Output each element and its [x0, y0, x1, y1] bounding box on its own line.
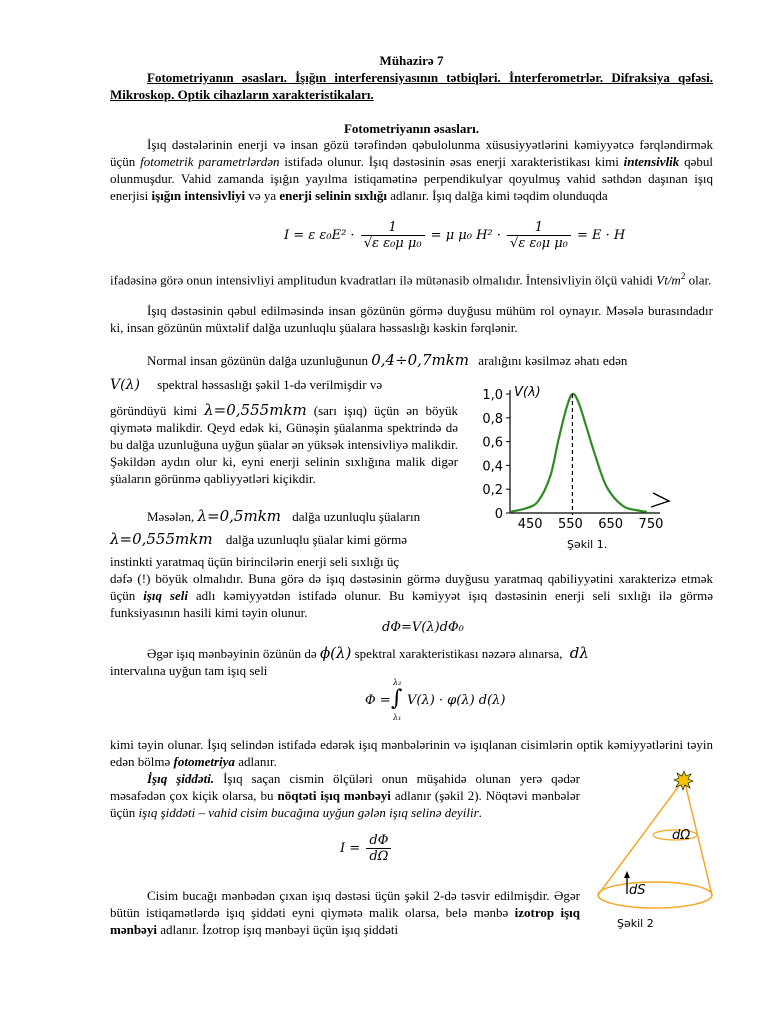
paragraph-4-body: [110, 402, 458, 487]
text: olar.: [685, 272, 712, 288]
text: (sarı işıq) üçün ən: [313, 403, 419, 418]
text: dalğa uzunluqlu şüaların: [292, 509, 421, 524]
denominator: dΩ: [369, 849, 389, 864]
inline-math: V(λ): [110, 377, 140, 393]
bold-term: izotrop işıq mənbəyi: [110, 905, 580, 937]
inline-math: dλ: [569, 644, 589, 662]
text: aralığını kəsilməz əhatı edən: [478, 353, 628, 368]
text: böyük qiymətə malikdir. Qeyd edək ki, Günəşin şüalanma spektrində də bu dalğa uzunluğuna uyğun şüalar ən yüksək intensivliyə malikdir. Şəkildən aydın olur ki, eyni enerji selinin sıxlığına malik digər şüaların görünmə qabliyyətləri kiçikdir.: [110, 403, 458, 486]
lecture-subtitle: [110, 69, 713, 103]
chart-y-tick-label: 1,0: [482, 388, 503, 403]
text: spektral xarakteristikası nəzərə alınarsa,: [354, 646, 563, 661]
text: Normal insan gözünün dalğa uzunluğunun: [147, 353, 368, 368]
eq-rhs: = E · H: [577, 228, 626, 243]
paragraph-5-line-3: instinkti yaratmaq üçün birincilərin enerji seli sıxlığı üç: [110, 554, 400, 569]
text: İşıq dəstələrinin enerji və insan gözü tərəfindən qəbulolunma xüsusiyyətlərini kəmiyyətcə fərqləndirmək üçün: [110, 137, 713, 169]
integral-upper: λ₂: [393, 678, 402, 687]
eq-mid: = μ μ₀ H² ·: [430, 228, 501, 243]
normal-arrowhead: [624, 871, 630, 878]
text: adlı kəmiyyətdən istifadə olunur. Bu kəmiyyət işıq dəstəsinin enerji seli sıxlığı ilə görmə funksiyasının hasili kimi təyin olunur.: [110, 588, 713, 620]
chart-y-tick-label: 0,4: [482, 459, 503, 475]
chart-x-tick-label: 550: [558, 517, 583, 532]
text: adlanır. İzotrop işıq mənbəyi üçün işıq şiddəti: [156, 922, 399, 937]
chart-y-tick-label: 0,2: [482, 483, 503, 499]
bold-italic-term: işıq seli: [143, 588, 188, 603]
text: adlanır. İşıq dalğa kimi təqdim olunduqda: [387, 188, 608, 203]
eq-fraction-1: [361, 220, 425, 251]
superscript: 2: [680, 271, 686, 281]
lambda-arrow-icon: [651, 493, 669, 507]
inline-math: λ=0,555mkm: [110, 530, 213, 548]
text: dəfə (!) böyük olmalıdır. Buna görə də işıq dəstəsinin görmə duyğusu yaratmaq qabiliyyətini xarakterizə etmək üçün: [110, 571, 713, 603]
inline-math: λ=0,555mkm: [204, 401, 307, 419]
eq-fraction-2: [507, 220, 571, 251]
eq-fraction: [366, 833, 391, 864]
cone-base-dS: [598, 882, 712, 908]
equation-intensity: [284, 220, 625, 251]
paragraph-1: [110, 136, 713, 204]
text: spektral həssaslığı şəkil 1-də verilmişdir və: [157, 377, 383, 392]
subtitle-line-2: Difraksiya qəfəsi. Mikroskop. Optik cihazların xarakteristikaları.: [110, 70, 714, 102]
figure-2-caption: Şəkil 2: [617, 917, 654, 930]
chart-x-axis-arrow: [651, 493, 669, 507]
equation-intensity-def: [340, 833, 393, 864]
chart-y-tick-label: 0,8: [482, 411, 503, 427]
inline-math: λ=0,5mkm: [197, 507, 282, 525]
chart-x-tick-label: 750: [638, 517, 664, 532]
label-dOmega: dΩ: [672, 828, 691, 843]
bold-italic-term: İşıq şiddəti.: [147, 771, 215, 786]
point-source-star-icon: [674, 771, 693, 790]
chart-y-axis-label: V(λ): [514, 385, 541, 400]
inline-math: ϕ(λ): [319, 644, 352, 662]
text: istifadə olunur. İşıq dəstəsinin əsas enerji xarakteristikası kimi: [279, 154, 624, 169]
integral-lower: λ₁: [393, 713, 402, 722]
text: adlanır.: [234, 754, 277, 769]
text: Cisim bucağı mənbədən çıxan işıq dəstəsi üçün şəkil 2-də təsvir edilmişdir. Əgər bütün istiqamətlərdə işıq şiddəti eyni qiymətə malik olarsa, belə mənbə: [110, 888, 580, 920]
text: .: [478, 805, 482, 820]
chart-series-v-lambda: [510, 394, 647, 512]
label-dS: dS: [629, 883, 646, 898]
numerator: dΦ: [366, 833, 391, 849]
integral-sign: ∫: [391, 686, 403, 711]
numerator: 1: [361, 220, 425, 236]
text: Əgər işıq mənbəyinin özünün də: [147, 646, 317, 661]
solid-angle-figure: [590, 768, 720, 918]
subtitle-line-1: Fotometriyanın əsasları. İşığın interferensiyasının tətbiqləri. İnterferometrlər.: [147, 70, 604, 85]
chart-x-tick-label: 450: [517, 517, 543, 532]
section-title: Fotometriyanın əsasları.: [343, 121, 480, 136]
paragraph-3: İşıq dəstəsinin qəbul edilməsində insan gözünün görmə duyğusu mühüm rol oynayır. Məsələ burasındadır ki, insan gözünün müxtəlif dalğa uzunluqlu şüalara həssaslığı kəskin fərqlənir.: [110, 303, 713, 335]
bold-term: nöqtəti işıq mənbəyi: [277, 788, 391, 803]
bold-term: işığın intensivliyi: [151, 188, 246, 203]
bold-term: enerji selinin sıxlığı: [279, 188, 387, 203]
paragraph-5-line-1: [110, 508, 458, 525]
numerator: 1: [507, 220, 571, 236]
text: göründüyü kimi: [110, 403, 198, 418]
paragraph-4-line-1: [110, 352, 713, 369]
figure-1-caption: Şəkil 1.: [567, 538, 608, 551]
lecture-heading: Mühazirə 7: [379, 53, 444, 68]
spectral-sensitivity-chart: [470, 378, 710, 538]
inline-math: 0,4÷0,7mkm: [371, 351, 470, 369]
paragraph-6: [110, 645, 713, 679]
chart-x-tick-label: 650: [598, 517, 624, 532]
equation-light-flux: dΦ=V(λ)dΦ₀: [382, 620, 464, 635]
text: intervalına uyğun tam işıq seli: [110, 663, 268, 678]
unit: Vt/m: [656, 272, 681, 288]
paragraph-5-line-2: [110, 531, 458, 548]
italic-definition: işıq şiddəti – vahid cisim bucağına uyğun gələn işıq selinə deyilir: [138, 805, 479, 820]
bold-italic-term: fotometriya: [173, 754, 235, 769]
paragraph-4-column: [110, 376, 458, 487]
chart-y-tick-label: 0: [494, 507, 503, 522]
denominator: √ε ε₀μ μ₀: [510, 236, 568, 251]
paragraph-5-rest: [110, 570, 713, 621]
eq-lhs: I = ε ε₀E² ·: [284, 228, 355, 243]
text: Məsələn,: [147, 509, 195, 524]
denominator: √ε ε₀μ μ₀: [363, 236, 422, 251]
text: dalğa uzunluqlu şüalar kimi görmə: [225, 532, 408, 547]
paragraph-8: [110, 770, 580, 821]
paragraph-2: [110, 268, 713, 288]
paragraph-9: [110, 887, 580, 938]
text: kimi təyin olunar. İşıq selindən istifadə edərək işıq mənbələrinin və işıqlanan cisimlərin optik kəmiyyətlərini təyin edən bölmə: [110, 737, 713, 769]
text: ifadəsinə görə onun intensivliyi amplitudun kvadratları ilə mütənasib olmalıdır. İntensivliyin ölçü vahidi: [110, 272, 657, 288]
italic-term: fotometrik parametrlərdən: [140, 154, 280, 169]
eq-lhs: I =: [340, 841, 361, 856]
integrand: V(λ) · φ(λ) d(λ): [407, 693, 506, 708]
text: və ya: [245, 188, 280, 203]
eq-lhs: Φ =: [365, 693, 391, 708]
bold-italic-term: intensivlik: [623, 154, 680, 169]
paragraph-7: [110, 736, 713, 770]
text: qəbul olunmuşdur. Vahid zamanda işığın yayılma istiqamətinə perpendikulyar qoyulmuş vahid səthdən daşınan işıq enerjisi: [110, 154, 714, 203]
text: adlanır (şəkil 2). Nöqtəvi mənbələr üçün: [110, 788, 580, 820]
text: İşıq saçan cismin ölçüləri onun müşahidə olunan yerə qədər məsafədən çox kiçik olarsa, bu: [110, 771, 580, 803]
chart-y-tick-label: 0,6: [482, 435, 503, 451]
